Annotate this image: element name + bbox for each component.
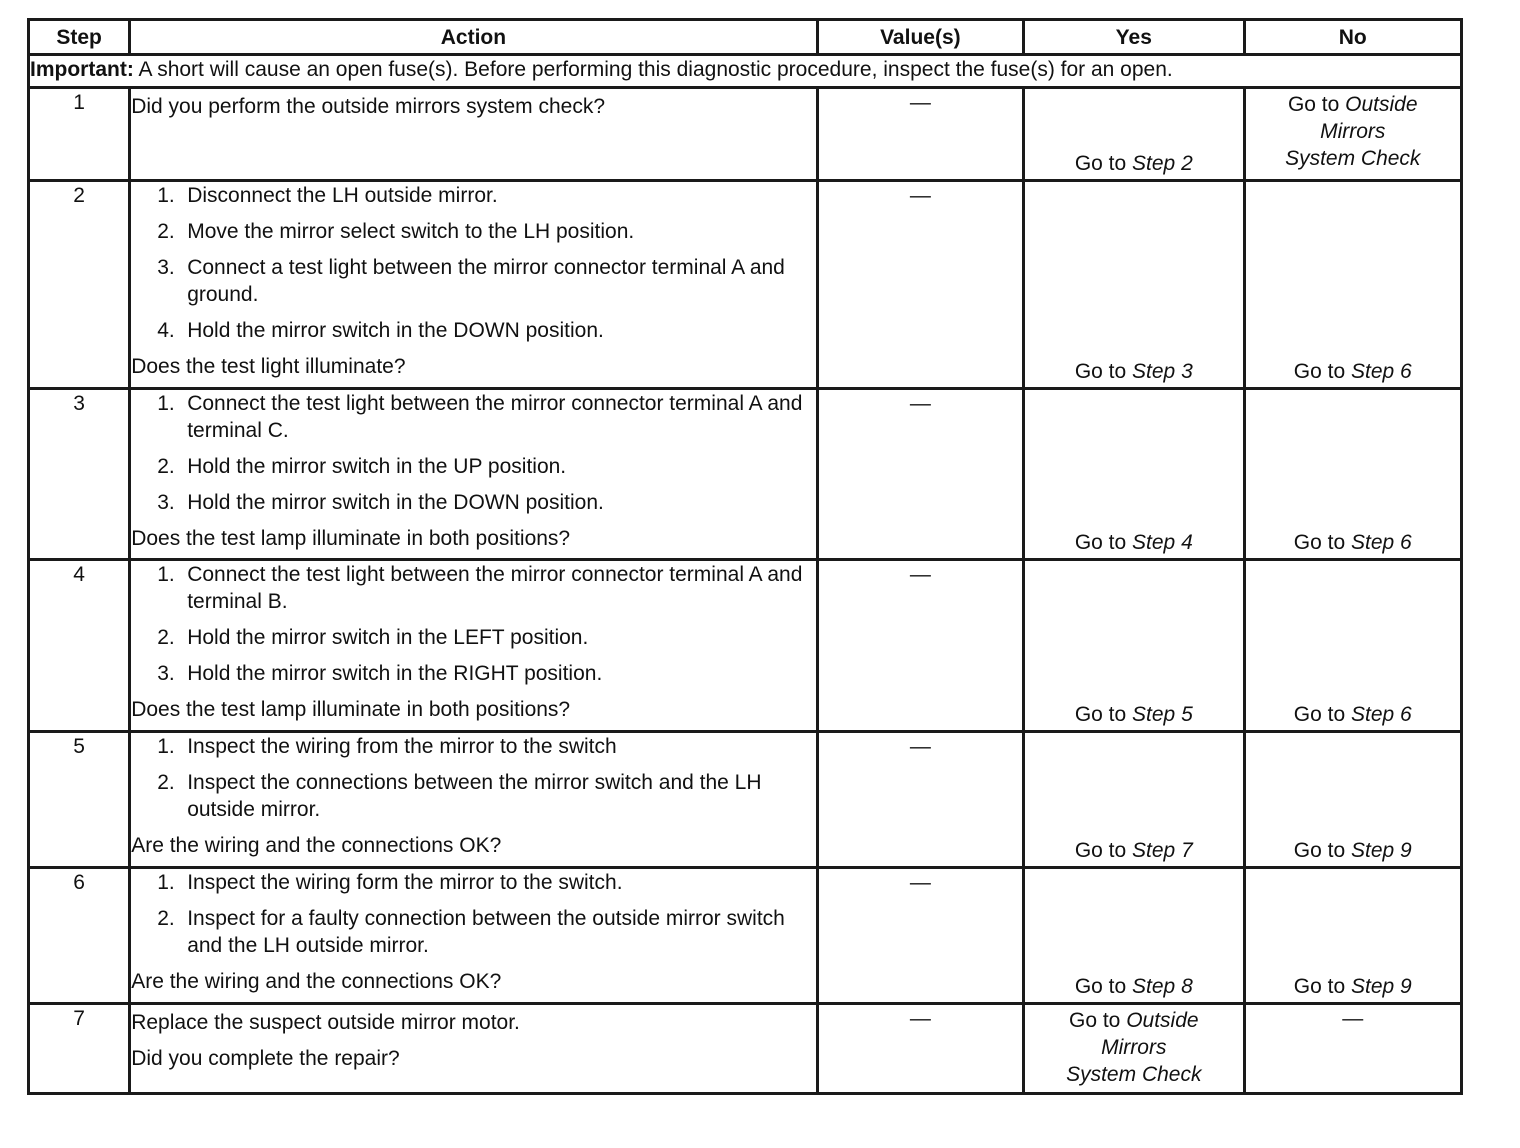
step-number: 3	[29, 389, 130, 560]
no-target-line: Outside	[1345, 93, 1418, 116]
list-item: 1. Inspect the wiring form the mirror to the switch.	[157, 871, 623, 894]
list-item: 4. Hold the mirror switch in the DOWN position.	[157, 319, 604, 342]
go-to-label: Go to	[1074, 839, 1127, 862]
no-target: Step 6	[1351, 360, 1412, 383]
action-cell	[130, 88, 817, 181]
list-item: 2. Inspect the connections between the mirror switch and the LH outside mirror.	[157, 771, 762, 821]
action-list	[131, 182, 815, 344]
yes-cell	[1024, 732, 1244, 868]
go-to-label: Go to	[1074, 703, 1127, 726]
go-to-label: Go to	[1287, 93, 1340, 116]
value-cell: —	[817, 560, 1023, 732]
action-list	[131, 733, 815, 823]
list-item: 3. Hold the mirror switch in the RIGHT position.	[157, 662, 603, 685]
yes-target: Step 3	[1132, 360, 1193, 383]
yes-target: Step 7	[1132, 839, 1193, 862]
list-item: 1. Disconnect the LH outside mirror.	[157, 184, 498, 207]
go-to-label: Go to	[1074, 360, 1127, 383]
important-label: Important:	[30, 58, 134, 81]
yes-cell	[1024, 389, 1244, 560]
list-item: 3. Connect a test light between the mirror connector terminal A and ground.	[157, 256, 785, 306]
action-question: Does the test light illuminate?	[131, 355, 406, 378]
go-to-label: Go to	[1074, 975, 1127, 998]
step-number: 6	[29, 868, 130, 1004]
header-step: Step	[29, 20, 130, 55]
action-list	[131, 561, 815, 687]
go-to-label: Go to	[1293, 360, 1346, 383]
no-target-line: System Check	[1285, 147, 1421, 170]
yes-target-line: Outside	[1126, 1009, 1199, 1032]
action-cell	[130, 389, 817, 560]
header-yes: Yes	[1024, 20, 1244, 55]
step-number: 2	[29, 181, 130, 389]
yes-target: Step 4	[1132, 531, 1193, 554]
table-row	[29, 732, 1462, 868]
yes-target-line: Mirrors	[1101, 1036, 1167, 1059]
list-item: 2. Hold the mirror switch in the LEFT position.	[157, 626, 589, 649]
action-cell	[130, 560, 817, 732]
go-to-label: Go to	[1074, 152, 1127, 175]
header-no: No	[1244, 20, 1461, 55]
action-cell	[130, 181, 817, 389]
no-cell	[1244, 732, 1461, 868]
no-cell: —	[1244, 1004, 1461, 1094]
go-to-label: Go to	[1293, 839, 1346, 862]
table-row	[29, 560, 1462, 732]
action-question: Did you complete the repair?	[131, 1047, 400, 1070]
action-list	[131, 390, 815, 516]
value-cell: —	[817, 88, 1023, 181]
action-text: Replace the suspect outside mirror motor.	[131, 1011, 520, 1034]
yes-target: Step 5	[1132, 703, 1193, 726]
list-item: 1. Connect the test light between the mirror connector terminal A and terminal B.	[157, 563, 803, 613]
list-item: 2. Hold the mirror switch in the UP position.	[157, 455, 567, 478]
header-action: Action	[130, 20, 817, 55]
step-number: 1	[29, 88, 130, 181]
action-cell	[130, 732, 817, 868]
important-note	[29, 55, 1462, 88]
action-question: Does the test lamp illuminate in both positions?	[131, 698, 571, 721]
list-item: 1. Connect the test light between the mirror connector terminal A and terminal C.	[157, 392, 803, 442]
list-item: 2. Move the mirror select switch to the LH position.	[157, 220, 635, 243]
table-row	[29, 1004, 1462, 1094]
step-number: 4	[29, 560, 130, 732]
yes-cell	[1024, 1004, 1244, 1094]
action-question: Does the test lamp illuminate in both positions?	[131, 527, 571, 550]
go-to-label: Go to	[1293, 531, 1346, 554]
no-cell	[1244, 868, 1461, 1004]
yes-target: Step 2	[1132, 152, 1193, 175]
value-cell: —	[817, 868, 1023, 1004]
yes-target-line: System Check	[1066, 1063, 1202, 1086]
yes-cell	[1024, 181, 1244, 389]
action-cell	[130, 1004, 817, 1094]
action-question: Are the wiring and the connections OK?	[131, 970, 502, 993]
value-cell: —	[817, 181, 1023, 389]
no-target: Step 6	[1351, 703, 1412, 726]
list-item: 1. Inspect the wiring from the mirror to the switch	[157, 735, 617, 758]
go-to-label: Go to	[1074, 531, 1127, 554]
value-cell: —	[817, 1004, 1023, 1094]
table-row	[29, 88, 1462, 181]
header-values: Value(s)	[817, 20, 1023, 55]
important-text: A short will cause an open fuse(s). Before performing this diagnostic procedure, inspect the fuse(s) for an open.	[138, 58, 1173, 81]
action-question: Did you perform the outside mirrors system check?	[131, 95, 606, 118]
important-row	[29, 55, 1462, 88]
no-target: Step 9	[1351, 975, 1412, 998]
step-number: 5	[29, 732, 130, 868]
table-row	[29, 868, 1462, 1004]
table-row	[29, 181, 1462, 389]
no-target-line: Mirrors	[1320, 120, 1386, 143]
value-cell: —	[817, 732, 1023, 868]
no-cell	[1244, 560, 1461, 732]
no-cell	[1244, 181, 1461, 389]
step-number: 7	[29, 1004, 130, 1094]
diagnostic-table	[27, 18, 1463, 1095]
table-row	[29, 389, 1462, 560]
action-question: Are the wiring and the connections OK?	[131, 834, 502, 857]
list-item: 2. Inspect for a faulty connection between the outside mirror switch and the LH outside mirror.	[157, 907, 785, 957]
action-cell	[130, 868, 817, 1004]
no-target: Step 6	[1351, 531, 1412, 554]
go-to-label: Go to	[1293, 975, 1346, 998]
no-cell	[1244, 88, 1461, 181]
list-item: 3. Hold the mirror switch in the DOWN position.	[157, 491, 604, 514]
go-to-label: Go to	[1068, 1009, 1121, 1032]
header-row	[29, 20, 1462, 55]
go-to-label: Go to	[1293, 703, 1346, 726]
yes-cell	[1024, 560, 1244, 732]
yes-cell	[1024, 88, 1244, 181]
action-list	[131, 869, 815, 959]
value-cell: —	[817, 389, 1023, 560]
no-cell	[1244, 389, 1461, 560]
yes-target: Step 8	[1132, 975, 1193, 998]
no-target: Step 9	[1351, 839, 1412, 862]
yes-cell	[1024, 868, 1244, 1004]
